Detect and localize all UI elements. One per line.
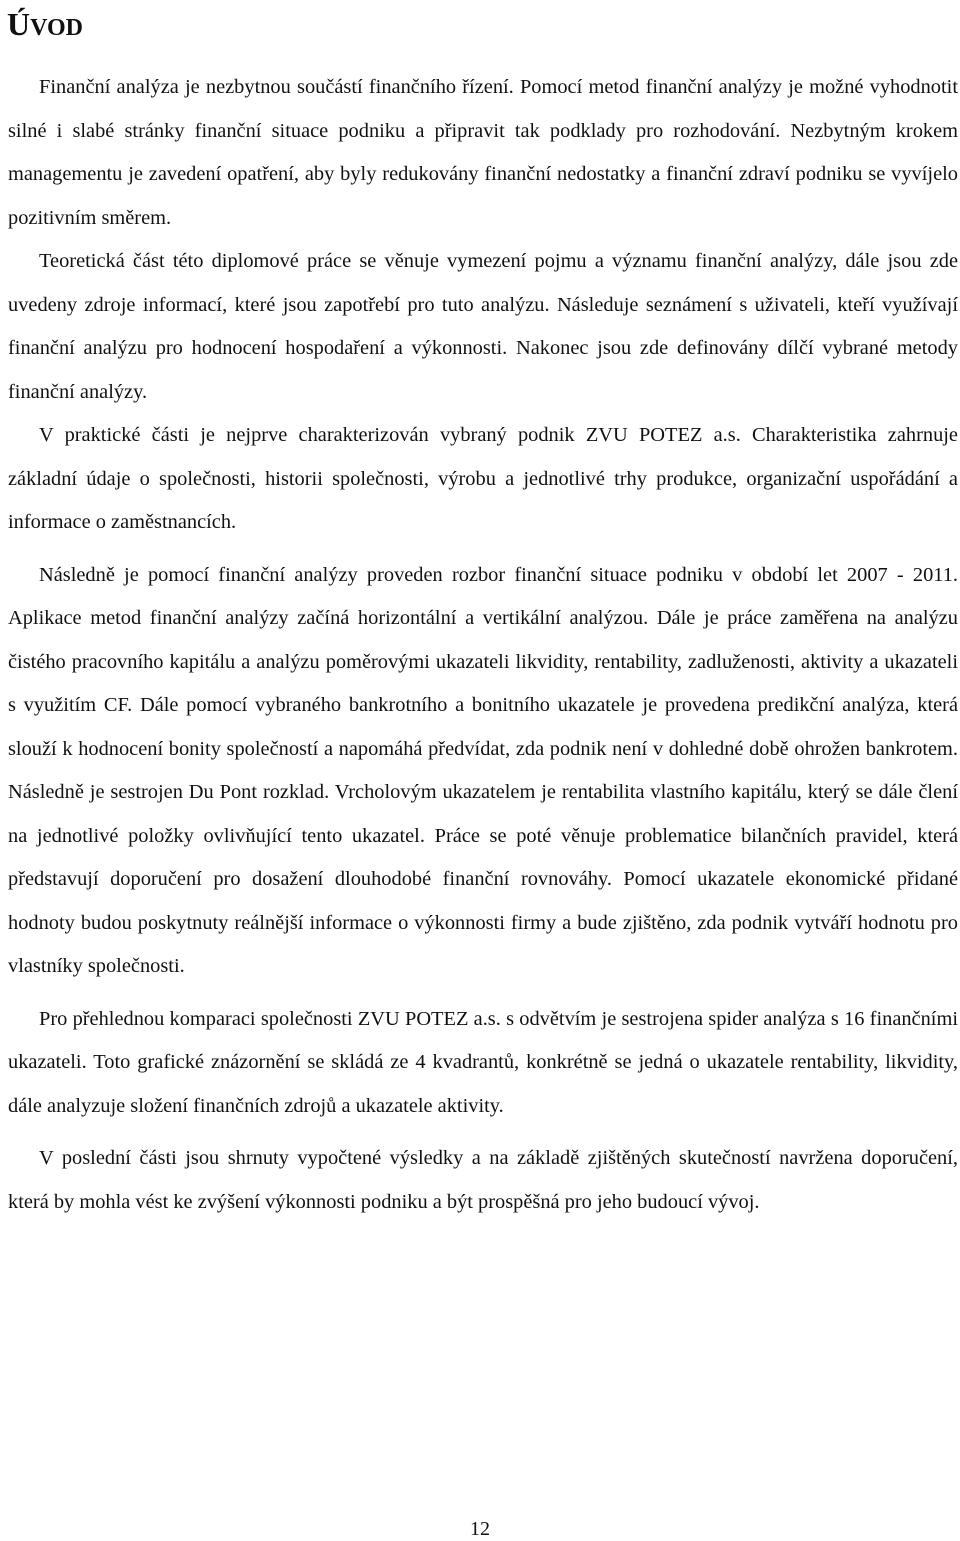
paragraph-theory: Teoretická část této diplomové práce se věnuje vymezení pojmu a významu finanční analýzy, dále jsou zde uvedeny zdroje informací, které jsou zapotřebí pro tuto analýzu. Následuje seznámení s uživateli, kteří využívají finanční analýzu pro hodnocení hospodaření a výkonnosti. Nakonec jsou zde definovány dílčí vybrané metody finanční analýzy. [8,250,958,403]
paragraph-conclusion: V poslední části jsou shrnuty vypočtené výsledky a na základě zjištěných skutečností navržena doporučení, která by mohla vést ke zvýšení výkonnosti podniku a být prospěšná pro jeho budoucí vývoj. [8,1147,958,1213]
paragraph-practical: V praktické části je nejprve charakterizován vybraný podnik ZVU POTEZ a.s. Charakteristika zahrnuje základní údaje o společnosti, historii společnosti, výrobu a jednotlivé trhy produkce, organizační uspořádání a informace o zaměstnancích. [8,424,958,533]
chapter-heading [7,4,83,48]
paragraph-intro: Finanční analýza je nezbytnou součástí finančního řízení. Pomocí metod finanční analýzy je možné vyhodnotit silné i slabé stránky finanční situace podniku a připravit tak podklady pro rozhodování. Nezbytným krokem managementu je zavedení opatření, aby byly redukovány finanční nedostatky a finanční zdraví podniku se vyvíjelo pozitivním směrem. [8,76,958,229]
page-number: 12 [470,1518,490,1540]
paragraph-analysis: Následně je pomocí finanční analýzy proveden rozbor finanční situace podniku v období let 2007 - 2011. Aplikace metod finanční analýzy začíná horizontální a vertikální analýzou. Dále je práce zaměřena na analýzu čistého pracovního kapitálu a analýzu poměrovými ukazateli likvidity, rentability, zadluženosti, aktivity a ukazateli s využitím CF. Dále pomocí vybraného bankrotního a bonitního ukazatele je provedena predikční analýza, která slouží k hodnocení bonity společností a napomáhá předvídat, zda podnik není v dohledné době ohrožen bankrotem. Následně je sestrojen Du Pont rozklad. Vrcholovým ukazatelem je rentabilita vlastního kapitálu, který se dále člení na jednotlivé položky ovlivňující tento ukazatel. Práce se poté věnuje problematice bilančních pravidel, která představují doporučení pro dosažení dlouhodobé finanční rovnováhy. Pomocí ukazatele ekonomické přidané hodnoty budou poskytnuty reálnější informace o výkonnosti firmy a bude zjištěno, zda podnik vytváří hodnotu pro vlastníky společnosti. [8,563,958,977]
heading-rest: VOD [30,15,83,41]
body-text [8,66,958,1224]
heading-initial: Ú [7,6,31,42]
paragraph-spider: Pro přehlednou komparaci společnosti ZVU POTEZ a.s. s odvětvím je sestrojena spider analýza s 16 finančními ukazateli. Toto grafické znázornění se skládá ze 4 kvadrantů, konkrétně se jedná o ukazatele rentability, likvidity, dále analyzuje složení finančních zdrojů a ukazatele aktivity. [8,1007,958,1117]
